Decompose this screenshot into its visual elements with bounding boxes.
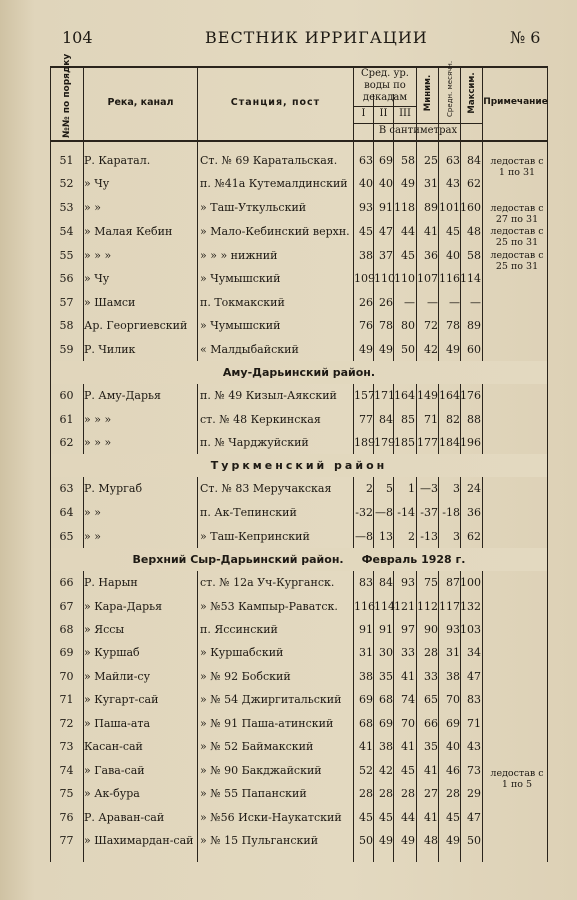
- mean-value: 87: [446, 576, 460, 589]
- station-name: п. № 49 Кизыл-Аякский: [200, 389, 337, 402]
- row-number: 70: [59, 670, 74, 683]
- decade-3-value: 28: [401, 787, 415, 800]
- station-name: ст. № 12а Уч-Курганск.: [200, 576, 335, 589]
- station-name: ст. № 48 Керкинская: [200, 413, 321, 426]
- table-row: [50, 149, 548, 172]
- decade-1-value: 38: [359, 249, 373, 262]
- maximum-value: —: [470, 296, 481, 309]
- page-number: 104: [62, 28, 93, 47]
- decade-1-value: 63: [359, 154, 373, 167]
- mean-value: 40: [446, 740, 460, 753]
- row-number: 64: [59, 506, 74, 519]
- river-name: » Ак-бура: [84, 787, 140, 800]
- mean-value: 45: [446, 225, 460, 238]
- station-name: » №56 Иски-Наукатский: [200, 811, 342, 824]
- page-header: [0, 28, 577, 52]
- river-name: » »: [84, 530, 101, 543]
- mean-value: 101: [439, 201, 460, 214]
- maximum-value: 83: [467, 693, 481, 706]
- decade-2-value: —8: [375, 506, 393, 519]
- decade-3-value: 85: [401, 413, 415, 426]
- river-name: Р. Чилик: [84, 343, 136, 356]
- minimum-value: 28: [424, 646, 438, 659]
- table-row: [50, 618, 548, 641]
- minimum-value: 41: [424, 225, 438, 238]
- decade-1-value: 49: [359, 343, 373, 356]
- section-title: Туркменский район: [210, 459, 388, 472]
- river-name: » Шамси: [84, 296, 136, 309]
- decade-3-value: 93: [401, 576, 415, 589]
- decade-2-value: 45: [379, 811, 393, 824]
- row-number: 72: [59, 717, 74, 730]
- row-number: 69: [59, 646, 74, 659]
- station-name: » Чумышский: [200, 272, 281, 285]
- table-row: [50, 806, 548, 829]
- river-name: Р. Аму-Дарья: [84, 389, 161, 402]
- decade-3-value: 44: [401, 811, 415, 824]
- decade-3-value: 41: [401, 740, 415, 753]
- decade-3-value: 2: [408, 530, 415, 543]
- table-row: [50, 244, 548, 267]
- river-name: » Яссы: [84, 623, 125, 636]
- decade-2-value: 84: [379, 576, 393, 589]
- maximum-value: 34: [467, 646, 481, 659]
- decade-3-value: 45: [401, 249, 415, 262]
- station-name: » № 91 Паша-атинский: [200, 717, 334, 730]
- decade-3-value: —: [404, 296, 415, 309]
- minimum-value: 71: [424, 413, 438, 426]
- row-number: 55: [59, 249, 74, 262]
- maximum-value: 176: [460, 389, 481, 402]
- minimum-value: 35: [424, 740, 438, 753]
- maximum-value: 88: [467, 413, 481, 426]
- mean-value: 82: [446, 413, 460, 426]
- minimum-value: 89: [424, 201, 438, 214]
- decade-2-value: 40: [379, 177, 393, 190]
- row-number: 63: [59, 482, 74, 495]
- station-name: » № 92 Бобский: [200, 670, 291, 683]
- col-minimum-header: Миним.: [423, 74, 433, 112]
- maximum-value: 48: [467, 225, 481, 238]
- decade-1-value: 68: [359, 717, 373, 730]
- station-name: п. №41а Кутемалдинский: [200, 177, 348, 190]
- decade-2-value: 171: [374, 389, 395, 402]
- decade-1-value: 40: [359, 177, 373, 190]
- decade-3-value: 49: [401, 177, 415, 190]
- decade-1-value: 76: [359, 319, 373, 332]
- table-row: [50, 571, 548, 594]
- decade-2-value: 69: [379, 717, 393, 730]
- minimum-value: 42: [424, 343, 438, 356]
- river-name: » Чу: [84, 272, 110, 285]
- station-name: » №53 Кампыр-Раватск.: [200, 600, 338, 613]
- river-name: » Кара-Дарья: [84, 600, 163, 613]
- river-name: » Чу: [84, 177, 110, 190]
- station-name: Ст. № 69 Каратальская.: [200, 154, 338, 167]
- note-text: ледостав с 25 по 31: [490, 250, 544, 272]
- station-name: » » » нижний: [200, 249, 278, 262]
- section-date: Февраль 1928 г.: [361, 553, 466, 566]
- maximum-value: 47: [467, 811, 481, 824]
- decade-1-value: 52: [359, 764, 373, 777]
- river-name: » »: [84, 506, 101, 519]
- maximum-value: 50: [467, 834, 481, 847]
- table-row: [50, 431, 548, 454]
- station-name: Ст. № 83 Меручакская: [200, 482, 332, 495]
- minimum-value: 31: [424, 177, 438, 190]
- water-level-table: [50, 53, 548, 862]
- minimum-value: 107: [417, 272, 438, 285]
- units-label: В сантиметрах: [378, 125, 458, 136]
- row-number: 57: [59, 296, 74, 309]
- maximum-value: 100: [460, 576, 481, 589]
- river-name: » Куршаб: [84, 646, 140, 659]
- river-name: » »: [84, 201, 101, 214]
- maximum-value: 62: [467, 177, 481, 190]
- table-row: [50, 384, 548, 407]
- decade-3-value: 41: [401, 670, 415, 683]
- maximum-value: 89: [467, 319, 481, 332]
- col-maximum-header: Максим.: [467, 72, 477, 114]
- table-row: [50, 735, 548, 758]
- decade-1-value: 69: [359, 693, 373, 706]
- decade-1-value: 109: [354, 272, 375, 285]
- decade-1-value: —8: [355, 530, 373, 543]
- decade-3-value: 118: [394, 201, 415, 214]
- minimum-value: 112: [417, 600, 438, 613]
- section-syr-darya: [51, 548, 547, 571]
- minimum-value: 41: [424, 811, 438, 824]
- maximum-value: 29: [467, 787, 481, 800]
- river-name: » Майли-су: [84, 670, 151, 683]
- col-notes-header: Примечание: [483, 97, 548, 107]
- row-number: 59: [59, 343, 74, 356]
- maximum-value: 71: [467, 717, 481, 730]
- maximum-value: 196: [460, 436, 481, 449]
- row-number: 52: [59, 177, 74, 190]
- row-number: 51: [59, 154, 74, 167]
- table-row: [50, 291, 548, 314]
- decade-3-value: 44: [401, 225, 415, 238]
- row-number: 58: [59, 319, 74, 332]
- decade-2-value: 91: [379, 201, 393, 214]
- table-row: [50, 267, 548, 290]
- note-text: ледостав с 1 по 31: [490, 156, 544, 178]
- decade-3-value: 121: [394, 600, 415, 613]
- table-row: [50, 408, 548, 431]
- station-name: » Таш-Уткульский: [200, 201, 307, 214]
- decade-1-value: 28: [359, 787, 373, 800]
- station-name: » Мало-Кебинский верхн.: [200, 225, 350, 238]
- decade-3-value: 1: [408, 482, 415, 495]
- col-number-header: №№ по порядку: [62, 53, 72, 138]
- station-name: » № 90 Бакджайский: [200, 764, 322, 777]
- decade-3-value: 49: [401, 834, 415, 847]
- row-number: 61: [59, 413, 74, 426]
- decade-2-value: 28: [379, 787, 393, 800]
- section-amu-darya: [51, 361, 547, 384]
- station-name: » № 52 Баймакский: [200, 740, 314, 753]
- decade-1-value: -32: [355, 506, 373, 519]
- mean-value: 78: [446, 319, 460, 332]
- mean-value: 49: [446, 343, 460, 356]
- decade-3-value: 33: [401, 646, 415, 659]
- decade-3-value: 58: [401, 154, 415, 167]
- decade-3-value: 185: [394, 436, 415, 449]
- mean-value: 31: [446, 646, 460, 659]
- table-row: [50, 712, 548, 735]
- table-row: [50, 477, 548, 500]
- river-name: » » »: [84, 436, 112, 449]
- minimum-value: 72: [424, 319, 438, 332]
- row-number: 53: [59, 201, 74, 214]
- river-name: Р. Мургаб: [84, 482, 143, 495]
- decade-1-value: 45: [359, 811, 373, 824]
- decade-2-value: 78: [379, 319, 393, 332]
- decade-1-value: 83: [359, 576, 373, 589]
- table-row: [50, 759, 548, 782]
- decade-2-value: 110: [374, 272, 395, 285]
- decade-1-value: 26: [359, 296, 373, 309]
- col-decade-3: III: [399, 108, 411, 119]
- section-title: Аму-Дарьинский район.: [222, 366, 376, 379]
- maximum-value: 62: [467, 530, 481, 543]
- mean-value: 184: [439, 436, 460, 449]
- decade-2-value: 68: [379, 693, 393, 706]
- river-name: Р. Каратал.: [84, 154, 151, 167]
- col-decade-1: I: [361, 108, 366, 119]
- maximum-value: 73: [467, 764, 481, 777]
- river-name: » » »: [84, 249, 112, 262]
- maximum-value: 160: [460, 201, 481, 214]
- minimum-value: 65: [424, 693, 438, 706]
- decade-3-value: 97: [401, 623, 415, 636]
- col-decades-header: Сред. ур. воды по декадам: [361, 68, 409, 103]
- decade-2-value: 179: [374, 436, 395, 449]
- river-name: » Паша-ата: [84, 717, 151, 730]
- mean-value: 49: [446, 834, 460, 847]
- col-station-header: Станция, пост: [230, 97, 321, 108]
- maximum-value: 84: [467, 154, 481, 167]
- river-name: Касан-сай: [84, 740, 143, 753]
- decade-3-value: 80: [401, 319, 415, 332]
- decade-2-value: 114: [374, 600, 395, 613]
- river-name: Р. Нарын: [84, 576, 138, 589]
- row-number: 66: [59, 576, 74, 589]
- col-river-header: Река, канал: [107, 97, 174, 108]
- decade-2-value: 35: [379, 670, 393, 683]
- river-name: » Шахимардан-сай: [84, 834, 194, 847]
- river-name: Р. Араван-сай: [84, 811, 165, 824]
- station-name: » Куршабский: [200, 646, 284, 659]
- note-text: ледостав с 27 по 31: [490, 203, 544, 225]
- table-row: [50, 525, 548, 548]
- note-text: ледостав с 1 по 5: [490, 768, 544, 790]
- station-name: « Малдыбайский: [200, 343, 299, 356]
- row-number: 54: [59, 225, 74, 238]
- maximum-value: 103: [460, 623, 481, 636]
- decade-1-value: 77: [359, 413, 373, 426]
- decade-1-value: 31: [359, 646, 373, 659]
- row-number: 73: [59, 740, 74, 753]
- maximum-value: 58: [467, 249, 481, 262]
- decade-2-value: 69: [379, 154, 393, 167]
- decade-3-value: 45: [401, 764, 415, 777]
- table-row: [50, 314, 548, 337]
- minimum-value: -13: [420, 530, 438, 543]
- decade-2-value: 84: [379, 413, 393, 426]
- mean-value: -18: [442, 506, 460, 519]
- maximum-value: 36: [467, 506, 481, 519]
- table-row: [50, 196, 548, 219]
- row-number: 71: [59, 693, 74, 706]
- decade-2-value: 13: [379, 530, 393, 543]
- minimum-value: 41: [424, 764, 438, 777]
- river-name: » Малая Кебин: [84, 225, 173, 238]
- decade-2-value: 5: [386, 482, 393, 495]
- table-row: [50, 665, 548, 688]
- row-number: 60: [59, 389, 74, 402]
- minimum-value: 36: [424, 249, 438, 262]
- col-mean-header: Средн. месячн.: [446, 60, 454, 117]
- maximum-value: 60: [467, 343, 481, 356]
- journal-title: ВЕСТНИК ИРРИГАЦИИ: [205, 28, 428, 47]
- row-number: 65: [59, 530, 74, 543]
- minimum-value: 48: [424, 834, 438, 847]
- col-decade-2: II: [379, 108, 388, 119]
- mean-value: 3: [453, 482, 460, 495]
- decade-1-value: 38: [359, 670, 373, 683]
- mean-value: 164: [439, 389, 460, 402]
- minimum-value: 149: [417, 389, 438, 402]
- mean-value: 70: [446, 693, 460, 706]
- row-number: 76: [59, 811, 74, 824]
- row-number: 68: [59, 623, 74, 636]
- decade-2-value: 37: [379, 249, 393, 262]
- note-text: ледостав с 25 по 31: [490, 226, 544, 248]
- mean-value: 45: [446, 811, 460, 824]
- decade-2-value: 91: [379, 623, 393, 636]
- mean-value: 40: [446, 249, 460, 262]
- decade-1-value: 50: [359, 834, 373, 847]
- decade-3-value: 70: [401, 717, 415, 730]
- row-number: 62: [59, 436, 74, 449]
- decade-2-value: 38: [379, 740, 393, 753]
- maximum-value: 132: [460, 600, 481, 613]
- decade-3-value: 74: [401, 693, 415, 706]
- decade-1-value: 93: [359, 201, 373, 214]
- decade-3-value: 50: [401, 343, 415, 356]
- station-name: » Чумышский: [200, 319, 281, 332]
- minimum-value: —3: [420, 482, 438, 495]
- table-row: [50, 829, 548, 852]
- minimum-value: -37: [420, 506, 438, 519]
- maximum-value: 43: [467, 740, 481, 753]
- minimum-value: —: [427, 296, 438, 309]
- table-row: [50, 688, 548, 711]
- mean-value: 117: [439, 600, 460, 613]
- table-row: [50, 501, 548, 524]
- mean-value: 63: [446, 154, 460, 167]
- station-name: п. Яссинский: [200, 623, 278, 636]
- table-row: [50, 641, 548, 664]
- minimum-value: 177: [417, 436, 438, 449]
- decade-1-value: 189: [354, 436, 375, 449]
- table-row: [50, 595, 548, 618]
- river-name: » » »: [84, 413, 112, 426]
- decade-3-value: 164: [394, 389, 415, 402]
- decade-2-value: 42: [379, 764, 393, 777]
- row-number: 74: [59, 764, 74, 777]
- decade-3-value: -14: [397, 506, 415, 519]
- issue-number: № 6: [510, 28, 541, 47]
- table-row: [50, 782, 548, 805]
- table-row: [50, 172, 548, 195]
- decade-3-value: 110: [394, 272, 415, 285]
- decade-1-value: 41: [359, 740, 373, 753]
- row-number: 56: [59, 272, 74, 285]
- decade-1-value: 116: [354, 600, 375, 613]
- station-name: п. Ак-Тепинский: [200, 506, 297, 519]
- mean-value: 3: [453, 530, 460, 543]
- mean-value: —: [449, 296, 460, 309]
- station-name: » Таш-Кепринский: [200, 530, 310, 543]
- mean-value: 69: [446, 717, 460, 730]
- river-name: » Гава-сай: [84, 764, 145, 777]
- decade-2-value: 47: [379, 225, 393, 238]
- minimum-value: 27: [424, 787, 438, 800]
- decade-2-value: 49: [379, 343, 393, 356]
- maximum-value: 114: [460, 272, 481, 285]
- mean-value: 38: [446, 670, 460, 683]
- river-name: Ар. Георгиевский: [84, 319, 188, 332]
- section-title: Верхний Сыр-Дарьинский район.: [132, 553, 344, 566]
- station-name: » № 55 Папанский: [200, 787, 307, 800]
- decade-2-value: 26: [379, 296, 393, 309]
- mean-value: 43: [446, 177, 460, 190]
- row-number: 77: [59, 834, 74, 847]
- mean-value: 116: [439, 272, 460, 285]
- table-row: [50, 220, 548, 243]
- decade-1-value: 91: [359, 623, 373, 636]
- maximum-value: 47: [467, 670, 481, 683]
- minimum-value: 66: [424, 717, 438, 730]
- section-turkmen: [51, 454, 547, 477]
- decade-2-value: 30: [379, 646, 393, 659]
- minimum-value: 75: [424, 576, 438, 589]
- station-name: п. Токмакский: [200, 296, 285, 309]
- mean-value: 46: [446, 764, 460, 777]
- row-number: 67: [59, 600, 74, 613]
- mean-value: 93: [446, 623, 460, 636]
- row-number: 75: [59, 787, 74, 800]
- station-name: » № 15 Пульганский: [200, 834, 319, 847]
- river-name: » Кугарт-сай: [84, 693, 159, 706]
- decade-1-value: 45: [359, 225, 373, 238]
- station-name: п. № Чарджуйский: [200, 436, 309, 449]
- maximum-value: 24: [467, 482, 481, 495]
- decade-2-value: 49: [379, 834, 393, 847]
- table-row: [50, 338, 548, 361]
- minimum-value: 33: [424, 670, 438, 683]
- minimum-value: 25: [424, 154, 438, 167]
- mean-value: 28: [446, 787, 460, 800]
- decade-1-value: 2: [366, 482, 373, 495]
- minimum-value: 90: [424, 623, 438, 636]
- decade-1-value: 157: [354, 389, 375, 402]
- station-name: » № 54 Джиргитальский: [200, 693, 342, 706]
